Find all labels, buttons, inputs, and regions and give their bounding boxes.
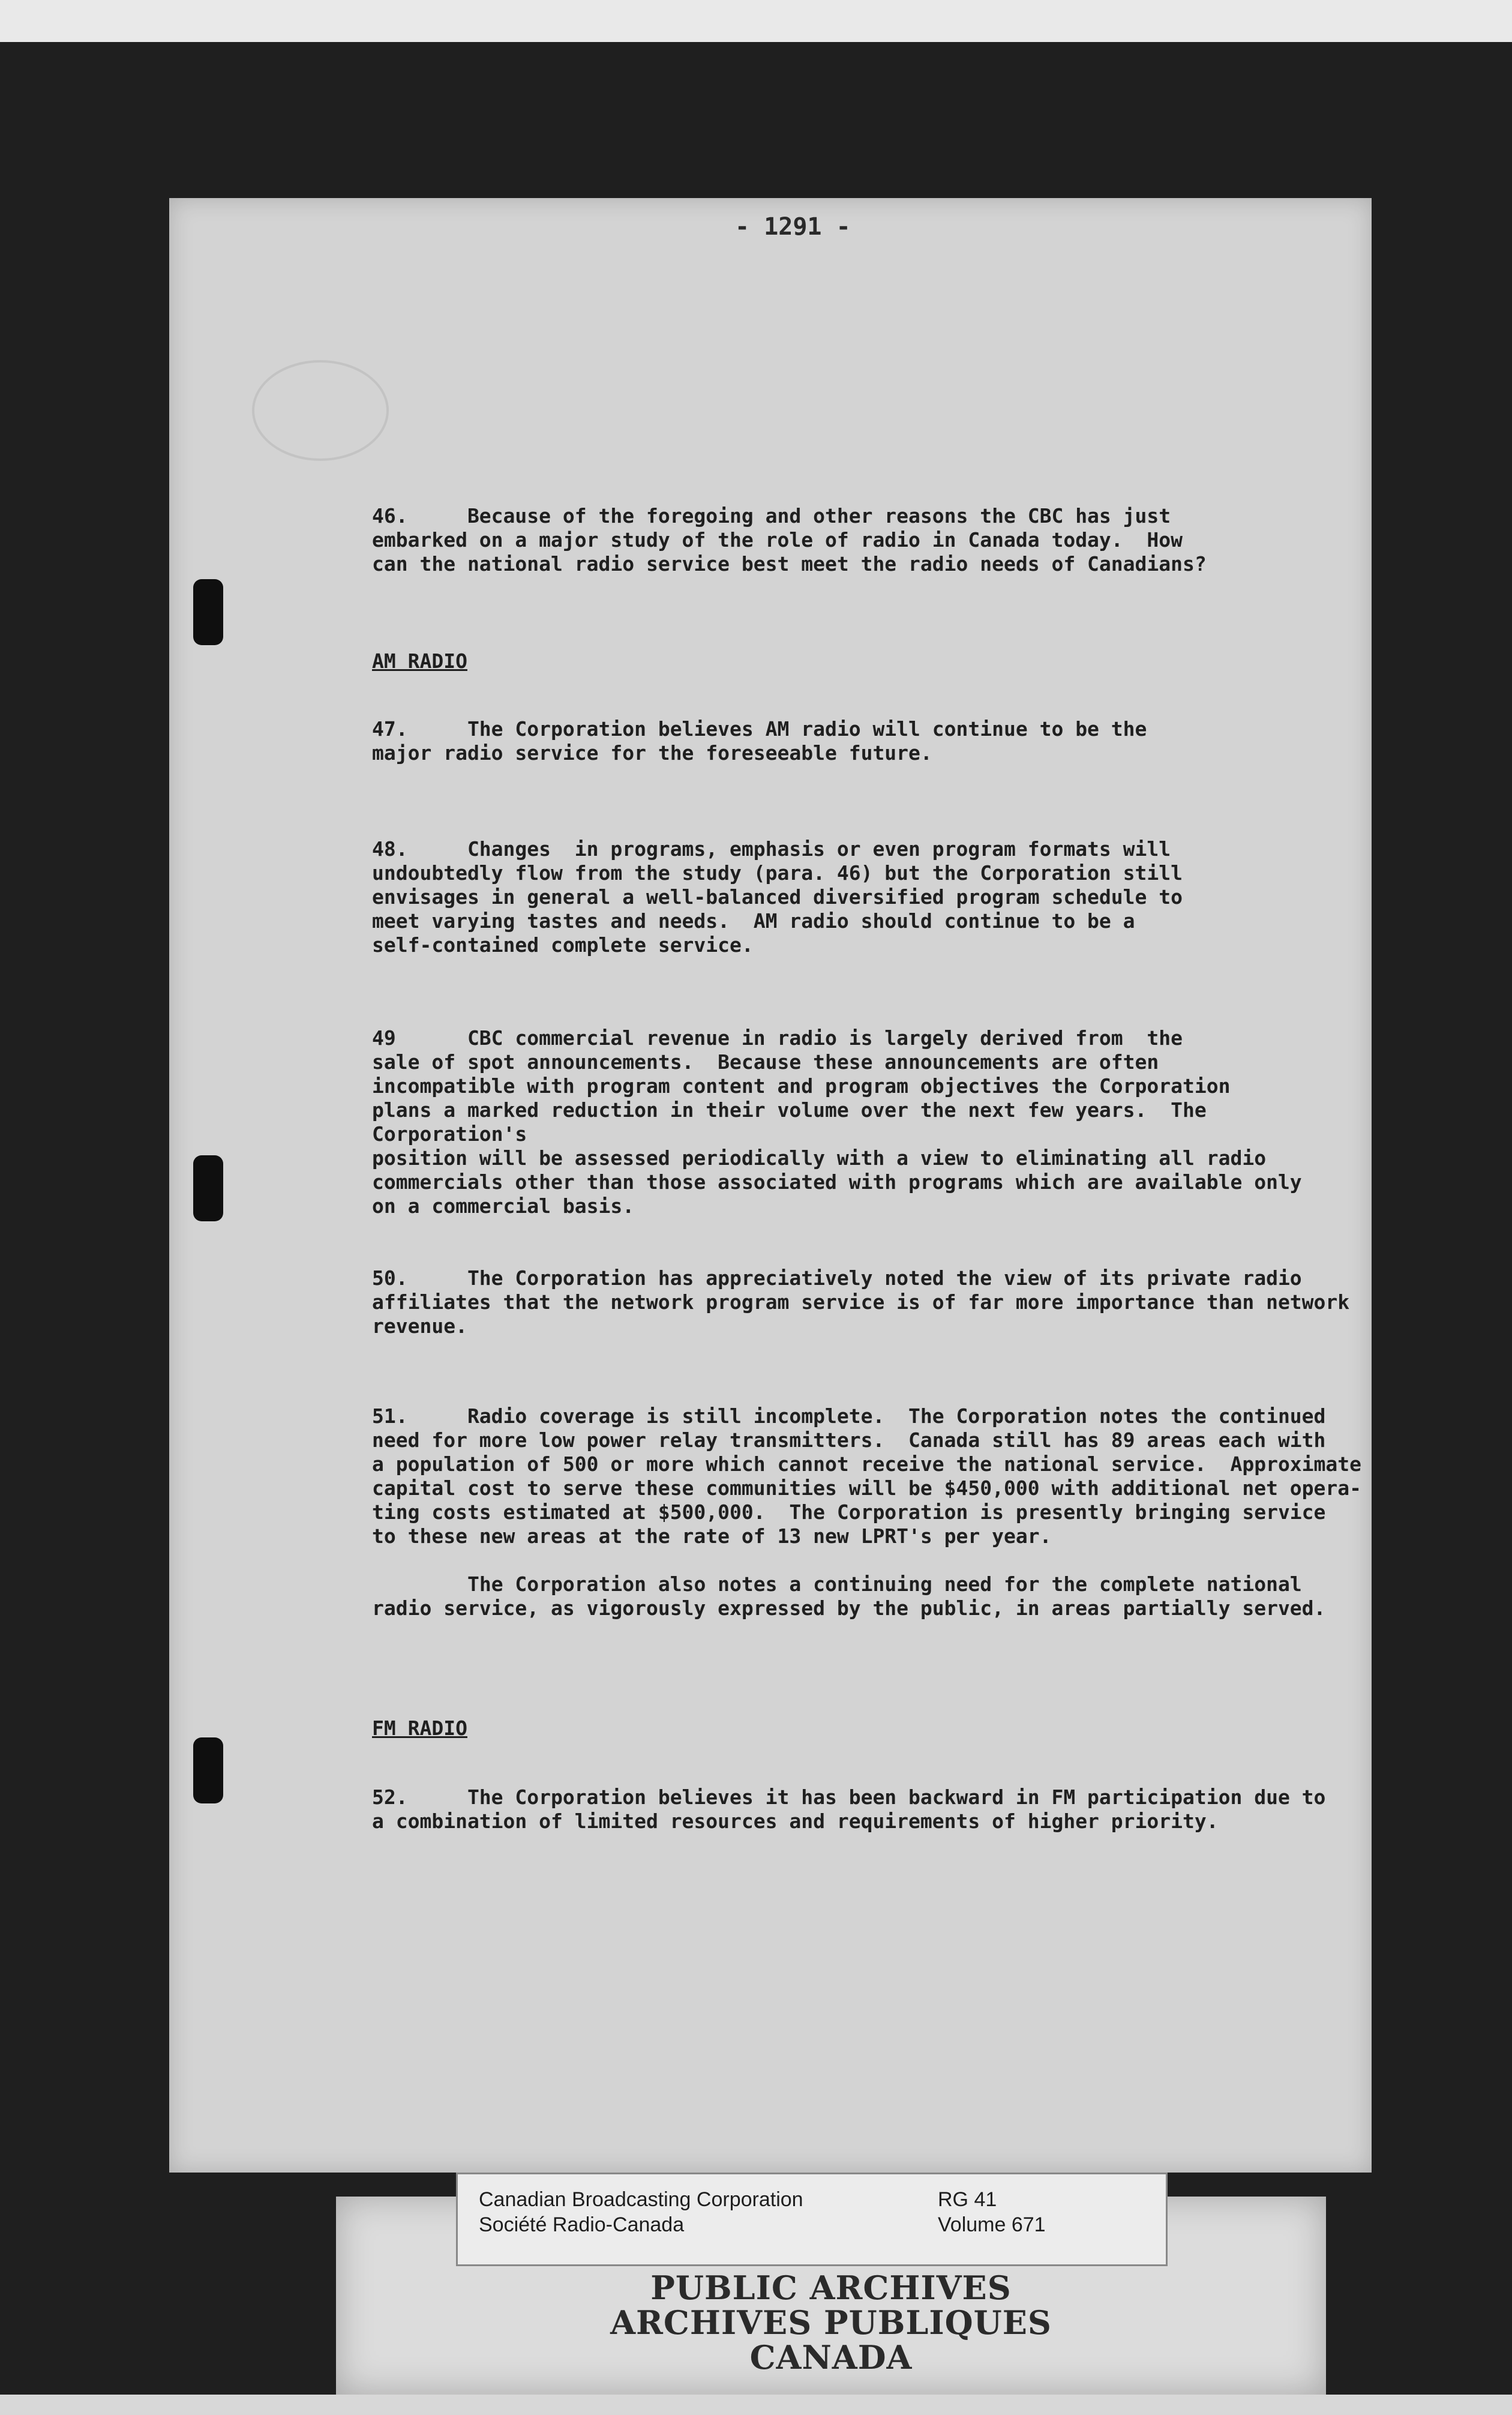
faint-stamp-mark — [252, 360, 389, 461]
archive-label-card — [456, 2173, 1168, 2266]
paragraph-48: 48. Changes in programs, emphasis or even program formats will undoubtedly flow from the study (para. 46) but the Corporation still envisages in general a well-balanced diversified program schedule to meet varying tastes and needs. AM radio should continue to be a self-contained complete service. — [372, 837, 1183, 957]
label-volume: Volume 671 — [938, 2213, 1046, 2236]
film-frame-top — [0, 0, 1512, 42]
heading-fm-radio: FM RADIO — [372, 1716, 467, 1740]
paragraph-50: 50. The Corporation has appreciatively noted the view of its private radio affiliates that the network program service is of far more importance than network revenue. — [372, 1266, 1350, 1338]
stamp-line-2: ARCHIVES PUBLIQUES — [610, 2303, 1052, 2342]
stamp-line-3: CANADA — [749, 2338, 913, 2377]
paragraph-51-continued: The Corporation also notes a continuing need for the complete national radio service, as vigorously expressed by the public, in areas partially served. — [372, 1572, 1326, 1620]
paragraph-52: 52. The Corporation believes it has been backward in FM participation due to a combination of limited resources and requirements of higher priority. — [372, 1785, 1326, 1833]
paragraph-47: 47. The Corporation believes AM radio will continue to be the major radio service for the foreseeable future. — [372, 717, 1147, 765]
punch-hole-middle — [193, 1155, 223, 1221]
paragraph-49: 49 CBC commercial revenue in radio is largely derived from the sale of spot announcements. Because these announcements are often incompatible with program content and program objectives the Corporation plans a marked reduction in their volume over the next few years. The Corporation's position will be assessed periodically with a view to eliminating all radio commercials other than those associated with programs which are available only on a commercial basis. — [372, 1026, 1302, 1218]
stamp-line-1: PUBLIC ARCHIVES — [650, 2269, 1012, 2307]
paragraph-46: 46. Because of the foregoing and other reasons the CBC has just embarked on a major study of the role of radio in Canada today. How can the national radio service best meet the radio needs of Canadians? — [372, 504, 1207, 576]
film-frame-bottom — [0, 2395, 1512, 2415]
heading-am-radio: AM RADIO — [372, 649, 467, 673]
label-org-french: Société Radio-Canada — [479, 2213, 685, 2236]
punch-hole-top — [193, 579, 223, 645]
punch-hole-bottom — [193, 1737, 223, 1803]
label-record-group: RG 41 — [938, 2188, 997, 2211]
page-number: - 1291 - — [735, 213, 851, 241]
paragraph-51: 51. Radio coverage is still incomplete. The Corporation notes the continued need for more low power relay transmitters. Canada still has 89 areas each with a population of 500 or more which cannot receive the national service. Approximate capital cost to serve these communities will be $450,000 with additional net opera- ting costs estimated at $500,000. The Corporation is presently bringing service to these new areas at the rate of 13 new LPRT's per year. — [372, 1404, 1362, 1548]
label-org-english: Canadian Broadcasting Corporation — [479, 2188, 803, 2211]
